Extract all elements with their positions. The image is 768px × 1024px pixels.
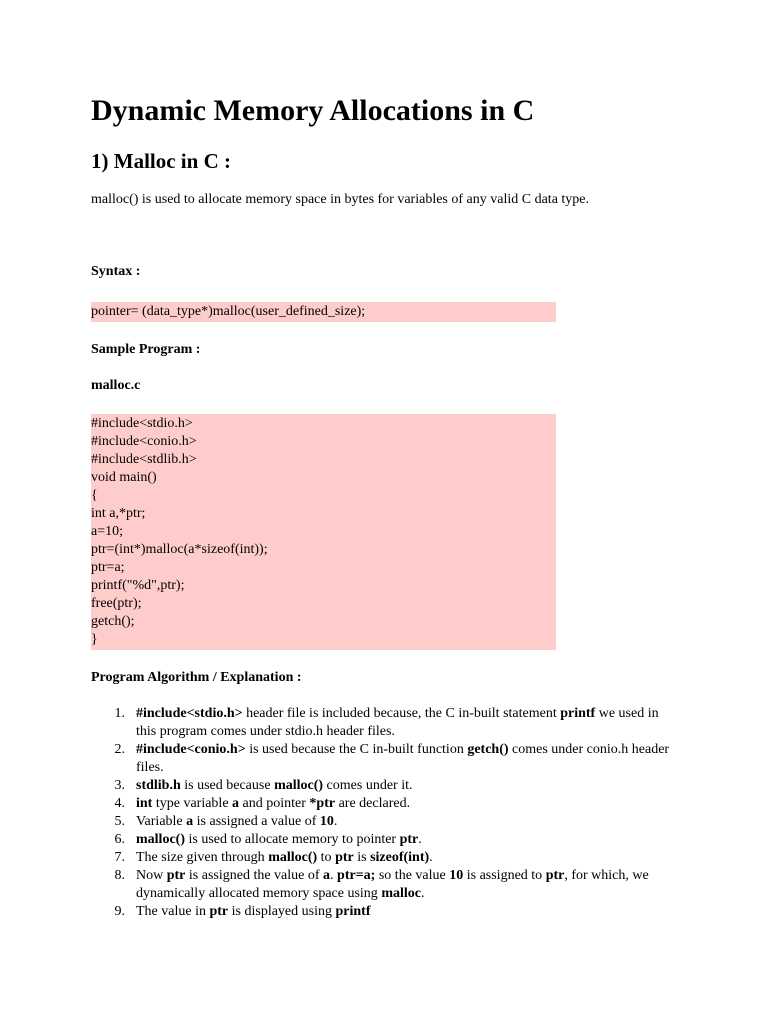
text: so the value xyxy=(375,868,450,883)
list-item xyxy=(91,849,681,867)
text: type variable xyxy=(152,796,233,811)
program-code-box xyxy=(91,414,556,650)
code-line: int a,*ptr; xyxy=(91,506,146,521)
text: is xyxy=(353,850,371,865)
list-number: 2. xyxy=(114,742,125,757)
text: comes under conio.h header files. xyxy=(136,742,670,775)
list-number: 4. xyxy=(114,796,125,811)
list-item xyxy=(91,795,681,813)
list-number: 3. xyxy=(114,778,125,793)
text: is displayed using xyxy=(228,904,336,919)
bold-text: ptr=a; xyxy=(337,868,376,883)
text: is assigned the value of xyxy=(185,868,324,883)
bold-text: stdlib.h xyxy=(136,778,181,793)
bold-text: int xyxy=(136,796,153,811)
list-item xyxy=(91,831,681,849)
list-number: 6. xyxy=(114,832,125,847)
list-item xyxy=(91,777,681,795)
text: . xyxy=(418,832,422,847)
list-number: 5. xyxy=(114,814,125,829)
text: . xyxy=(429,850,433,865)
bold-text: #include<conio.h> xyxy=(136,742,246,757)
section-heading: 1) Malloc in C : xyxy=(91,149,231,173)
list-number: 8. xyxy=(114,868,125,883)
code-line: a=10; xyxy=(91,524,123,539)
text: . xyxy=(330,868,338,883)
text: we used in this program comes under stdio.h header files. xyxy=(136,706,659,739)
file-name-label: malloc.c xyxy=(91,378,141,393)
bold-text: a xyxy=(186,814,194,829)
list-number: 9. xyxy=(114,904,125,919)
text: The size given through xyxy=(136,850,269,865)
text: and pointer xyxy=(239,796,310,811)
bold-text: ptr xyxy=(545,868,565,883)
text: Variable xyxy=(136,814,187,829)
code-line: ptr=a; xyxy=(91,560,125,575)
code-line: #include<conio.h> xyxy=(91,434,197,449)
text: to xyxy=(317,850,336,865)
bold-text: ptr xyxy=(166,868,186,883)
bold-text: a xyxy=(323,868,331,883)
list-number: 7. xyxy=(114,850,125,865)
text: is used because xyxy=(180,778,275,793)
text: . xyxy=(333,814,338,829)
code-line: } xyxy=(91,632,98,647)
text: comes under it. xyxy=(323,778,413,793)
list-item xyxy=(91,813,681,831)
code-line: #include<stdio.h> xyxy=(91,416,193,431)
bold-text: getch() xyxy=(467,742,509,757)
code-line: void main() xyxy=(91,470,157,485)
text: is used because the C in-built function xyxy=(245,742,468,757)
bold-text: ptr xyxy=(209,904,229,919)
bold-text: a xyxy=(232,796,240,811)
code-line: ptr=(int*)malloc(a*sizeof(int)); xyxy=(91,542,268,557)
algorithm-label: Program Algorithm / Explanation : xyxy=(91,670,302,685)
page-title: Dynamic Memory Allocations in C xyxy=(91,94,535,127)
bold-text: malloc() xyxy=(136,832,185,847)
syntax-label: Syntax : xyxy=(91,264,141,279)
bold-text: malloc xyxy=(381,886,421,901)
code-line: #include<stdlib.h> xyxy=(91,452,197,467)
bold-text: malloc() xyxy=(268,850,318,865)
bold-text: printf xyxy=(560,706,596,721)
explanation-list xyxy=(91,705,681,921)
list-item xyxy=(91,705,681,741)
text: , for which, we dynamically allocated memory space using xyxy=(136,868,649,901)
text: are declared. xyxy=(335,796,411,811)
text: is assigned a value of xyxy=(193,814,320,829)
bold-text: *ptr xyxy=(309,796,336,811)
intro-paragraph: malloc() is used to allocate memory space in bytes for variables of any valid C data type. xyxy=(91,192,590,207)
code-line: free(ptr); xyxy=(91,596,142,611)
bold-text: sizeof(int) xyxy=(370,850,430,865)
sample-program-label: Sample Program : xyxy=(91,342,201,357)
code-line: getch(); xyxy=(91,614,135,629)
text: is assigned to xyxy=(463,868,546,883)
code-line: { xyxy=(91,488,98,503)
list-item xyxy=(91,867,681,903)
bold-text: printf xyxy=(335,904,371,919)
syntax-code-box xyxy=(91,302,556,322)
code-line: printf("%d",ptr); xyxy=(91,578,185,593)
text: is used to allocate memory to pointer xyxy=(184,832,400,847)
bold-text: ptr xyxy=(399,832,419,847)
text: header file is included because, the C in-built statement xyxy=(242,706,561,721)
list-number: 1. xyxy=(114,706,125,721)
text: The value in xyxy=(136,904,210,919)
bold-text: ptr xyxy=(335,850,354,865)
text: . xyxy=(420,886,425,901)
list-item xyxy=(91,903,681,921)
bold-text: #include<stdio.h> xyxy=(136,706,243,721)
bold-text: malloc() xyxy=(274,778,324,793)
bold-text: 10 xyxy=(449,868,464,883)
bold-text: 10 xyxy=(319,814,334,829)
list-item xyxy=(91,741,681,777)
syntax-code: pointer= (data_type*)malloc(user_defined_size); xyxy=(91,304,366,319)
text: Now xyxy=(136,868,167,883)
